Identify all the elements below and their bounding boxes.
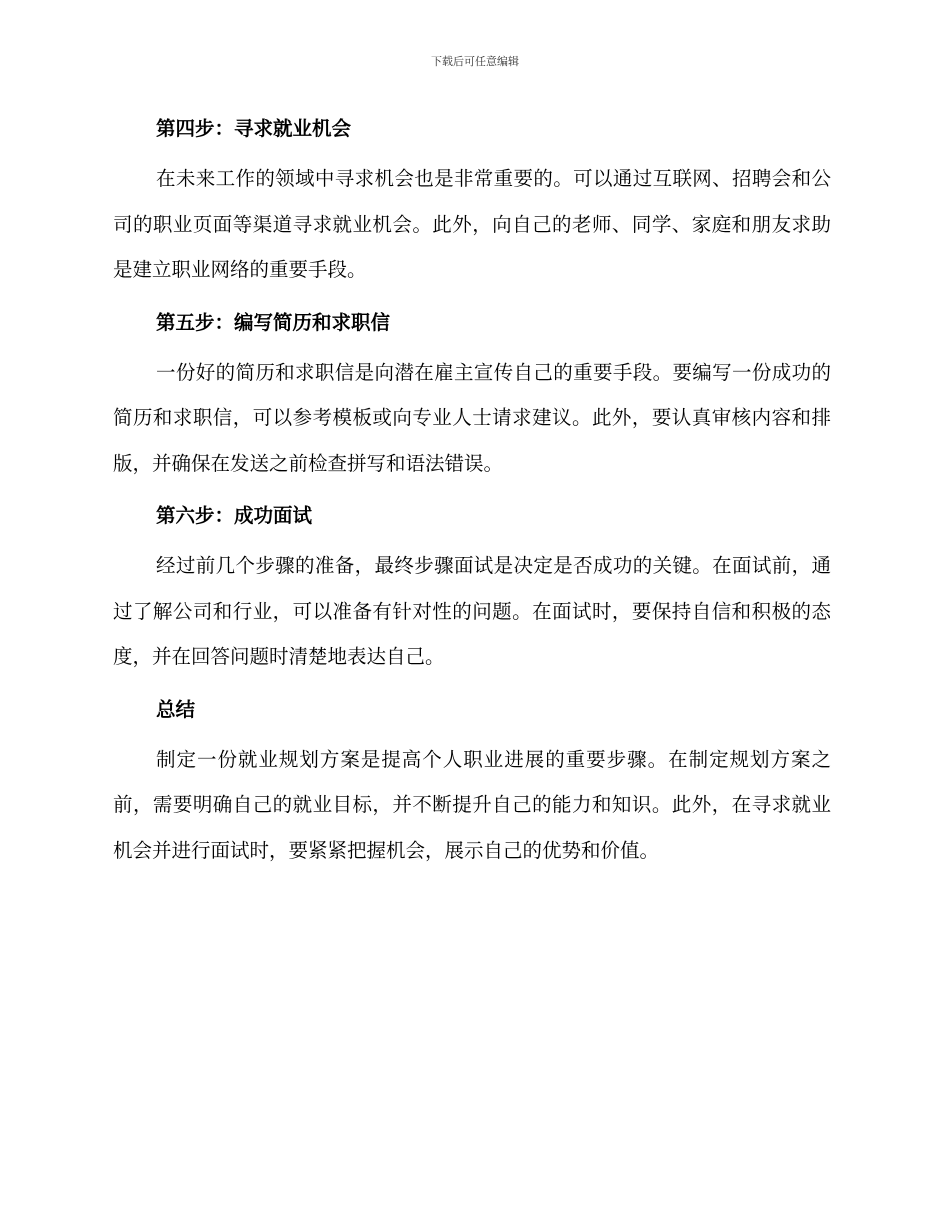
document-body xyxy=(113,112,831,886)
section-paragraph: 一份好的简历和求职信是向潜在雇主宣传自己的重要手段。要编写一份成功的简历和求职信，可以参考模板或向专业人士请求建议。此外，要认真审核内容和排版，并确保在发送之前检查拼写和语法错误。 xyxy=(113,360,831,475)
section-paragraph: 制定一份就业规划方案是提高个人职业进展的重要步骤。在制定规划方案之前，需要明确自己的就业目标，并不断提升自己的能力和知识。此外，在寻求就业机会并进行面试时，要紧紧把握机会，展示自己的优势和价值。 xyxy=(113,747,831,862)
section-heading: 第四步：寻求就业机会 xyxy=(156,117,352,140)
section-step-four xyxy=(113,112,831,293)
section-heading: 第五步：编写简历和求职信 xyxy=(156,310,391,334)
section-paragraph: 经过前几个步骤的准备，最终步骤面试是决定是否成功的关键。在面试前，通过了解公司和行业，可以准备有针对性的问题。在面试时，要保持自信和积极的态度，并在回答问题时清楚地表达自己。 xyxy=(113,554,831,668)
section-step-five xyxy=(113,306,831,487)
page-header: 下载后可任意编辑 xyxy=(431,55,519,68)
section-summary xyxy=(113,693,831,874)
section-heading: 总结 xyxy=(156,697,196,721)
section-heading: 第六步：成功面试 xyxy=(156,504,313,527)
section-paragraph: 在未来工作的领域中寻求机会也是非常重要的。可以通过互联网、招聘会和公司的职业页面等渠道寻求就业机会。此外，向自己的老师、同学、家庭和朋友求助是建立职业网络的重要手段。 xyxy=(113,167,831,281)
section-step-six xyxy=(113,499,831,680)
